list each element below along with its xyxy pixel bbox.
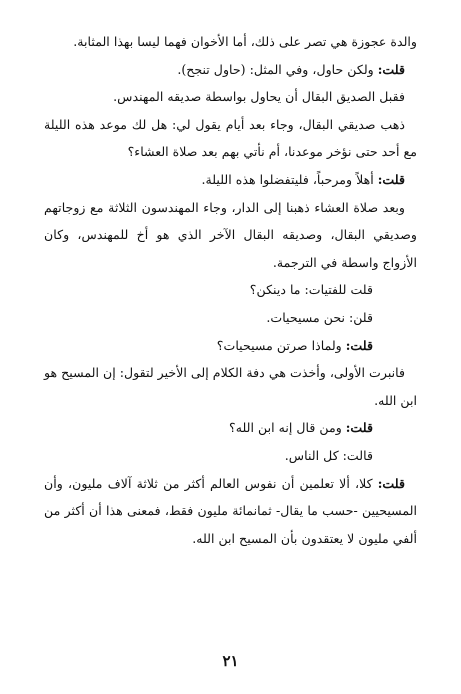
paragraph-text: أهلاً ومرحباً، فليتفضلوا هذه الليلة. xyxy=(201,171,378,187)
paragraph xyxy=(44,359,417,414)
speaker-label: قلت: xyxy=(345,337,373,353)
paragraph xyxy=(44,442,417,470)
paragraph xyxy=(44,332,417,360)
paragraph xyxy=(44,194,417,277)
paragraph xyxy=(44,470,417,553)
paragraph-text: ولكن حاول، وفي المثل: (حاول تنجح). xyxy=(177,61,378,77)
paragraph-text: قلت للفتيات: ما دينكن؟ xyxy=(249,282,373,298)
paragraph xyxy=(44,111,417,166)
paragraph xyxy=(44,276,417,304)
paragraph-text: كلا، ألا تعلمين أن نفوس العالم أكثر من ثلاثة آلاف مليون، وأن المسيحيين -حسب ما يقال- ثمانمائة مليون فقط، فمعنى هذا أن أكثر من ألفي مليون لا يعتقدون بأن المسيح ابن الله. xyxy=(44,475,417,546)
page-text xyxy=(44,28,417,552)
paragraph-text: وبعد صلاة العشاء ذهبنا إلى الدار، وجاء المهندسون الثلاثة مع زوجاتهم وصديقي البقال، وصديقه البقال الآخر الذي هو أخ للمهندس، وكان الأزواج واسطة في الترجمة. xyxy=(44,199,417,270)
paragraph xyxy=(44,28,417,56)
paragraph-text: ولماذا صرتن مسيحيات؟ xyxy=(216,337,346,353)
paragraph-text: ذهب صديقي البقال، وجاء بعد أيام يقول لي: هل لك موعد هذه الليلة مع أحد حتى نؤخر موعدنا، أم نأتي بهم بعد صلاة العشاء؟ xyxy=(44,116,417,160)
speaker-label: قلت: xyxy=(377,171,405,187)
paragraph-text: فانبرت الأولى، وأخذت هي دفة الكلام إلى الأخير لتقول: إن المسيح هو ابن الله. xyxy=(44,365,417,408)
paragraph xyxy=(44,414,417,442)
paragraph xyxy=(44,166,417,194)
page-number: ٢١ xyxy=(222,652,239,670)
paragraph xyxy=(44,56,417,84)
paragraph-text: قلن: نحن مسيحيات. xyxy=(266,309,373,325)
speaker-label: قلت: xyxy=(377,61,405,77)
paragraph xyxy=(44,83,417,111)
paragraph-text: قالت: كل الناس. xyxy=(284,447,373,463)
paragraph-text: ومن قال إنه ابن الله؟ xyxy=(229,420,346,436)
paragraph-text: فقبل الصديق البقال أن يحاول بواسطة صديقه المهندس. xyxy=(113,89,405,105)
paragraph xyxy=(44,304,417,332)
speaker-label: قلت: xyxy=(345,420,373,436)
speaker-label: قلت: xyxy=(377,475,405,491)
paragraph-text: والدة عجوزة هي تصر على ذلك، أما الأخوان فهما ليسا بهذا المثابة. xyxy=(73,34,417,49)
